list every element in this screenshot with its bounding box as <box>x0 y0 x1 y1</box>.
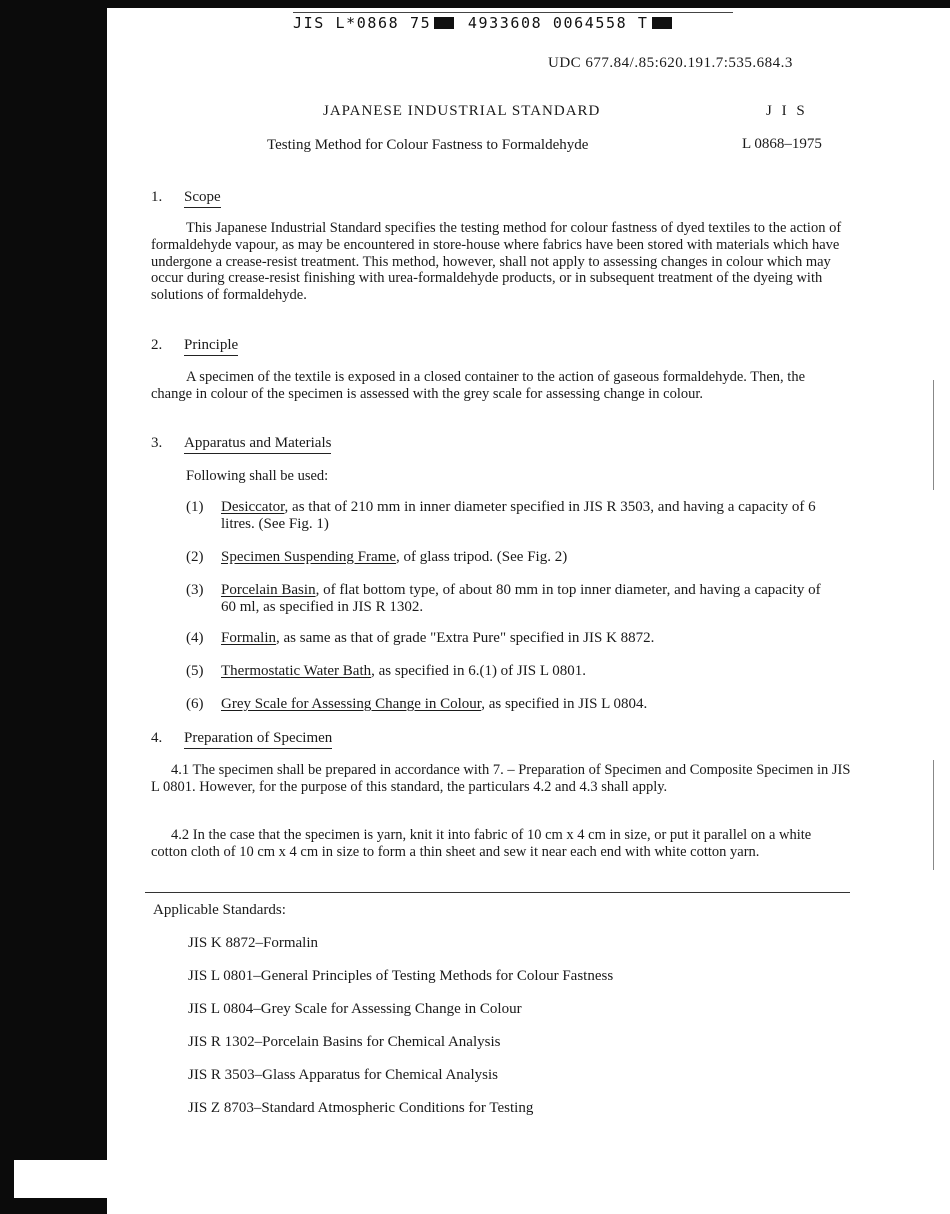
section-title: Scope <box>184 189 221 208</box>
applicable-standard-item: JIS R 3503–Glass Apparatus for Chemical Analysis <box>188 1067 498 1083</box>
principle-paragraph: A specimen of the textile is exposed in a closed container to the action of gaseous formaldehyde. Then, the change in colour of the specimen is assessed with the grey scale for assessing change in colour. <box>151 369 806 402</box>
section-title: Principle <box>184 337 238 356</box>
preparation-paragraph: 4.1 The specimen shall be prepared in accordance with 7. – Preparation of Specimen and Composite Specimen in JIS L 0801. However, for the purpose of this standard, the particulars 4.2 and 4.3 shall apply. <box>151 762 851 795</box>
section-title: Apparatus and Materials <box>184 435 331 454</box>
applicable-standards-heading: Applicable Standards: <box>153 902 286 918</box>
catalog-code-line <box>293 12 733 32</box>
scan-border-left <box>0 0 107 1214</box>
udc-code: UDC 677.84/.85:620.191.7:535.684.3 <box>548 55 793 71</box>
item-name: Formalin <box>221 630 276 646</box>
applicable-standard-item: JIS Z 8703–Standard Atmospheric Conditions for Testing <box>188 1100 534 1116</box>
section-number: 2. <box>151 337 163 353</box>
item-name: Grey Scale for Assessing Change in Colour <box>221 696 482 712</box>
item-name: Specimen Suspending Frame <box>221 549 396 565</box>
scope-paragraph: This Japanese Industrial Standard specifies the testing method for colour fastness of dyed textiles to the action of formaldehyde vapour, as may be encountered in store-house where fabrics have been stored with materials which have undergone a crease-resist treatment. This method, however, shall not apply to assessing changes in colour which may occur during crease-resist finishing with urea-formaldehyde products, or in subsequent treatment of the dyeing with solutions of formaldehyde. <box>151 220 842 304</box>
item-name: Thermostatic Water Bath <box>221 663 372 679</box>
item-number: (4) <box>186 630 204 646</box>
item-description: , as specified in JIS L 0804. <box>481 696 648 712</box>
item-description: , as specified in 6.(1) of JIS L 0801. <box>371 663 586 679</box>
scan-border-notch <box>14 1160 107 1198</box>
document-title: Testing Method for Colour Fastness to Formaldehyde <box>267 137 589 153</box>
scan-border-top <box>107 0 950 8</box>
item-description: , as that of 210 mm in inner diameter specified in JIS R 3503, and having a capacity of 6 litres. (See Fig. 1) <box>221 499 816 532</box>
applicable-standard-item: JIS L 0804–Grey Scale for Assessing Change in Colour <box>188 1001 522 1017</box>
section-title: Preparation of Specimen <box>184 730 332 749</box>
scan-edge-line <box>933 760 934 870</box>
item-name: Desiccator <box>221 499 285 515</box>
item-number: (1) <box>186 499 204 515</box>
item-number: (6) <box>186 696 204 712</box>
applicable-standard-item: JIS L 0801–General Principles of Testing Methods for Colour Fastness <box>188 968 614 984</box>
applicable-standard-item: JIS K 8872–Formalin <box>188 935 319 951</box>
standard-number: L 0868–1975 <box>742 136 822 152</box>
item-number: (3) <box>186 582 204 598</box>
section-number: 3. <box>151 435 163 451</box>
item-number: (5) <box>186 663 204 679</box>
item-description: , of flat bottom type, of about 80 mm in top inner diameter, and having a capacity of 60 ml, as specified in JIS R 1302. <box>221 582 821 615</box>
catalog-code-part: 4933608 0064558 T <box>467 14 649 32</box>
section-number: 4. <box>151 730 163 746</box>
catalog-code-part: JIS L*0868 75 <box>293 14 432 32</box>
item-number: (2) <box>186 549 204 565</box>
footnote-divider <box>145 892 850 893</box>
redaction-block <box>652 17 672 29</box>
standard-type: JAPANESE INDUSTRIAL STANDARD <box>323 103 601 119</box>
section-number: 1. <box>151 189 163 205</box>
preparation-paragraph: 4.2 In the case that the specimen is yarn, knit it into fabric of 10 cm x 4 cm in size, or put it parallel on a white cotton cloth of 10 cm x 4 cm in size to form a thin sheet and sew it near each end with white cotton yarn. <box>151 827 812 860</box>
item-description: , of glass tripod. (See Fig. 2) <box>395 549 568 565</box>
item-name: Porcelain Basin <box>221 582 316 598</box>
jis-mark: J I S <box>766 103 808 119</box>
scan-edge-line <box>933 380 934 490</box>
redaction-block <box>434 17 454 29</box>
applicable-standard-item: JIS R 1302–Porcelain Basins for Chemical Analysis <box>188 1034 501 1050</box>
item-description: , as same as that of grade "Extra Pure" specified in JIS K 8872. <box>276 630 655 646</box>
apparatus-intro: Following shall be used: <box>186 468 329 484</box>
